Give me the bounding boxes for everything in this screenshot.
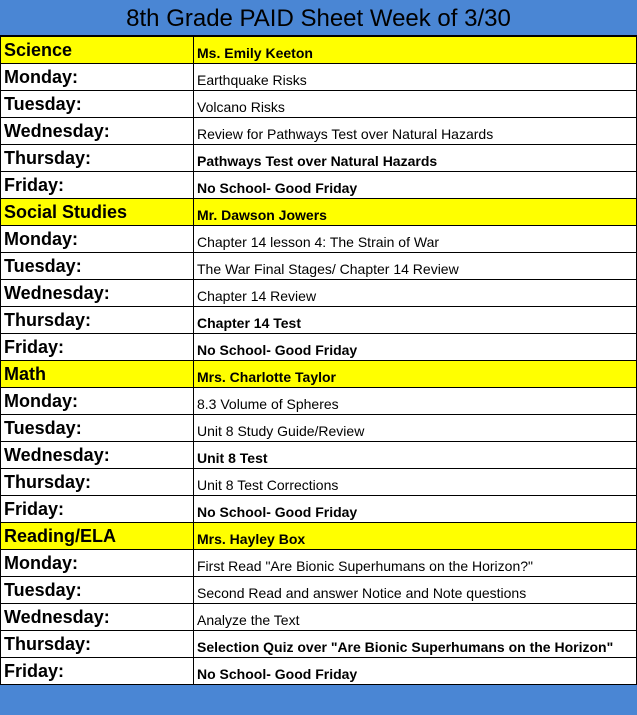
day-label: Tuesday: [1, 415, 194, 442]
footer-bar [0, 684, 637, 715]
assignment-text: Volcano Risks [194, 91, 637, 118]
assignment-text: Earthquake Risks [194, 64, 637, 91]
assignment-text: Second Read and answer Notice and Note questions [194, 577, 637, 604]
assignment-text: Selection Quiz over "Are Bionic Superhumans on the Horizon" [194, 631, 637, 658]
assignment-text: No School- Good Friday [194, 334, 637, 361]
teacher-name: Mr. Dawson Jowers [194, 199, 637, 226]
day-label: Friday: [1, 172, 194, 199]
schedule-body [1, 37, 637, 685]
day-label: Tuesday: [1, 577, 194, 604]
teacher-name: Ms. Emily Keeton [194, 37, 637, 64]
assignment-text: No School- Good Friday [194, 658, 637, 685]
assignment-text: Chapter 14 lesson 4: The Strain of War [194, 226, 637, 253]
schedule-row [1, 226, 637, 253]
assignment-text: The War Final Stages/ Chapter 14 Review [194, 253, 637, 280]
assignment-text: Review for Pathways Test over Natural Hazards [194, 118, 637, 145]
subject-header-row [1, 199, 637, 226]
assignment-text: Chapter 14 Review [194, 280, 637, 307]
schedule-table [0, 36, 637, 685]
day-label: Friday: [1, 334, 194, 361]
day-label: Thursday: [1, 145, 194, 172]
schedule-row [1, 415, 637, 442]
schedule-row [1, 631, 637, 658]
day-label: Wednesday: [1, 280, 194, 307]
schedule-row [1, 118, 637, 145]
day-label: Monday: [1, 388, 194, 415]
subject-name: Reading/ELA [1, 523, 194, 550]
schedule-row [1, 469, 637, 496]
schedule-row [1, 604, 637, 631]
schedule-row [1, 577, 637, 604]
day-label: Wednesday: [1, 604, 194, 631]
schedule-row [1, 253, 637, 280]
schedule-row [1, 64, 637, 91]
assignment-text: Analyze the Text [194, 604, 637, 631]
day-label: Wednesday: [1, 118, 194, 145]
assignment-text: 8.3 Volume of Spheres [194, 388, 637, 415]
schedule-row [1, 145, 637, 172]
subject-header-row [1, 361, 637, 388]
assignment-text: No School- Good Friday [194, 172, 637, 199]
schedule-row [1, 334, 637, 361]
schedule-row [1, 172, 637, 199]
schedule-row [1, 550, 637, 577]
schedule-row [1, 280, 637, 307]
schedule-row [1, 442, 637, 469]
day-label: Thursday: [1, 469, 194, 496]
teacher-name: Mrs. Hayley Box [194, 523, 637, 550]
subject-name: Social Studies [1, 199, 194, 226]
day-label: Friday: [1, 496, 194, 523]
day-label: Thursday: [1, 307, 194, 334]
subject-header-row [1, 523, 637, 550]
subject-name: Math [1, 361, 194, 388]
assignment-text: No School- Good Friday [194, 496, 637, 523]
day-label: Monday: [1, 226, 194, 253]
sheet-title: 8th Grade PAID Sheet Week of 3/30 [0, 0, 637, 36]
assignment-text: First Read "Are Bionic Superhumans on the Horizon?" [194, 550, 637, 577]
assignment-text: Chapter 14 Test [194, 307, 637, 334]
subject-header-row [1, 37, 637, 64]
schedule-row [1, 388, 637, 415]
teacher-name: Mrs. Charlotte Taylor [194, 361, 637, 388]
schedule-row [1, 307, 637, 334]
schedule-row [1, 658, 637, 685]
schedule-row [1, 496, 637, 523]
schedule-row [1, 91, 637, 118]
day-label: Monday: [1, 64, 194, 91]
day-label: Wednesday: [1, 442, 194, 469]
day-label: Friday: [1, 658, 194, 685]
day-label: Tuesday: [1, 91, 194, 118]
assignment-text: Unit 8 Study Guide/Review [194, 415, 637, 442]
subject-name: Science [1, 37, 194, 64]
assignment-text: Unit 8 Test Corrections [194, 469, 637, 496]
assignment-text: Unit 8 Test [194, 442, 637, 469]
day-label: Monday: [1, 550, 194, 577]
assignment-text: Pathways Test over Natural Hazards [194, 145, 637, 172]
day-label: Thursday: [1, 631, 194, 658]
day-label: Tuesday: [1, 253, 194, 280]
